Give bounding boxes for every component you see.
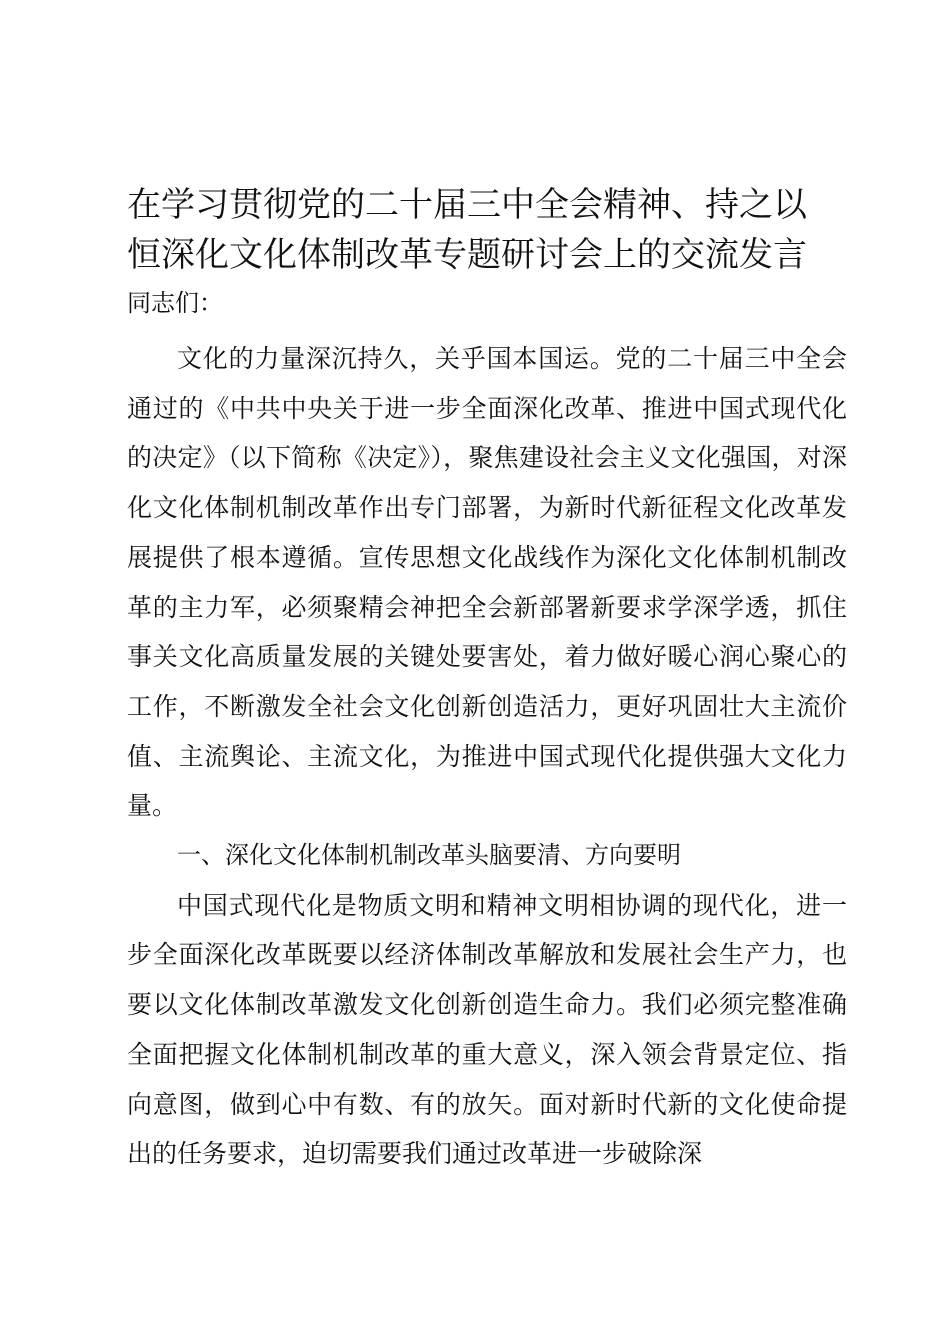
salutation: 同志们： bbox=[127, 289, 223, 317]
intro-paragraph: 文化的力量深沉持久，关乎国本国运。党的二十届三中全会通过的《中共中央关于进一步全面深化改革、推进中国式现代化的决定》（以下简称《决定》），聚焦建设社会主义文化强国，对深化文化体制机制改革作出专门部署，为新时代新征程文化改革发展提供了根本遵循。宣传思想文化战线作为深化文化体制机制改革的主力军，必须聚精会神把全会新部署新要求学深学透，抓住事关文化高质量发展的关键处要害处，着力做好暖心润心聚心的工作，不断激发全社会文化创新创造活力，更好巩固壮大主流价值、主流舆论、主流文化，为推进中国式现代化提供强大文化力量。 bbox=[127, 344, 847, 821]
section-paragraph: 中国式现代化是物质文明和精神文明相协调的现代化，进一步全面深化改革既要以经济体制改革解放和发展社会生产力，也要以文化体制改革激发文化创新创造生命力。我们必须完整准确全面把握文化体制机制改革的重大意义，深入领会背景定位、指向意图，做到心中有数、有的放矢。面对新时代新的文化使命提出的任务要求，迫切需要我们通过改革进一步破除深 bbox=[127, 890, 847, 1169]
document-title: 在学习贯彻党的二十届三中全会精神、持之以恒深化文化体制改革专题研讨会上的交流发言 bbox=[127, 185, 807, 275]
document-body bbox=[127, 334, 847, 1179]
section-heading: 一、深化文化体制机制改革头脑要清、方向要明 bbox=[177, 841, 681, 870]
